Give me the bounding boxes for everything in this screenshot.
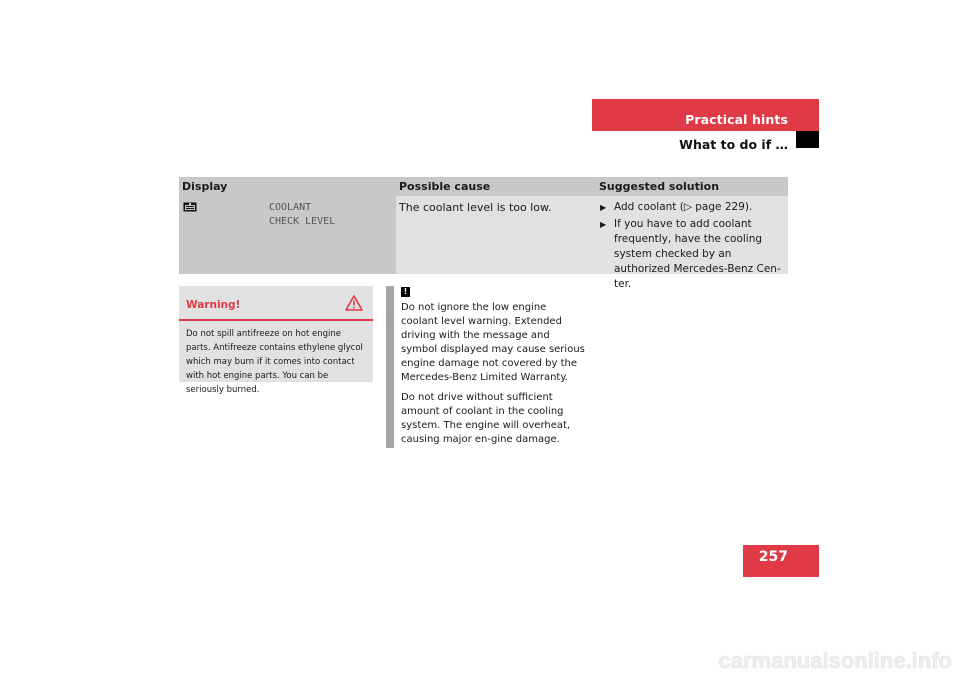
display-line: CHECK LEVEL <box>269 216 336 227</box>
column-header-display: Display <box>182 180 228 193</box>
watermark-logo <box>630 638 960 678</box>
list-item <box>600 217 784 292</box>
header-bar <box>592 99 819 131</box>
note-paragraph: Do not ignore the low engine coolant level warning. Extended driving with the message and symbol displayed may cause serious engine damage not covered by the Mercedes-Benz Limited Warranty. <box>401 302 585 383</box>
note-bar <box>386 286 394 448</box>
warning-box <box>179 286 373 395</box>
table-header <box>179 177 788 196</box>
exclamation-icon: ! <box>401 287 410 297</box>
solution-text: If you have to add coolant frequently, have the cooling system checked by an authorized Mercedes-Benz Cen-ter. <box>614 218 781 290</box>
table-row <box>179 196 788 290</box>
display-message <box>269 201 335 229</box>
list-item <box>600 200 784 215</box>
note-text <box>401 301 586 453</box>
warning-triangle-icon <box>345 295 363 311</box>
header-marker <box>796 131 819 148</box>
bullet-arrow-icon: ▶ <box>600 203 607 212</box>
solution-text: Add coolant (▷ page 229). <box>614 201 753 213</box>
watermark-text: carmanualsonline.info <box>718 648 952 673</box>
page-number: 257 <box>758 549 788 565</box>
note-box <box>386 286 586 448</box>
warning-text: Do not spill antifreeze on hot engine parts. Antifreeze contains ethylene glycol which may burn if it comes into contact with hot engine parts. You can be seriously burned. <box>186 329 363 395</box>
display-cell <box>179 196 396 274</box>
coolant-warning-icon <box>183 202 197 212</box>
solution-cell <box>596 196 788 290</box>
warning-title: Warning! <box>186 299 241 311</box>
note-paragraph: Do not drive without sufficient amount of coolant in the cooling system. The engine will overheat, causing major en-gine damage. <box>401 392 571 445</box>
display-message-table <box>179 177 788 290</box>
section-title: Practical hints <box>685 112 788 127</box>
column-header-cause: Possible cause <box>399 180 491 193</box>
section-subtitle: What to do if … <box>679 137 788 152</box>
cause-cell: The coolant level is too low. <box>396 196 596 274</box>
bullet-arrow-icon: ▶ <box>600 220 607 229</box>
page-number-box <box>743 545 819 577</box>
warning-header <box>179 286 373 321</box>
display-line: COOLANT <box>269 202 312 213</box>
column-header-solution: Suggested solution <box>599 180 720 193</box>
